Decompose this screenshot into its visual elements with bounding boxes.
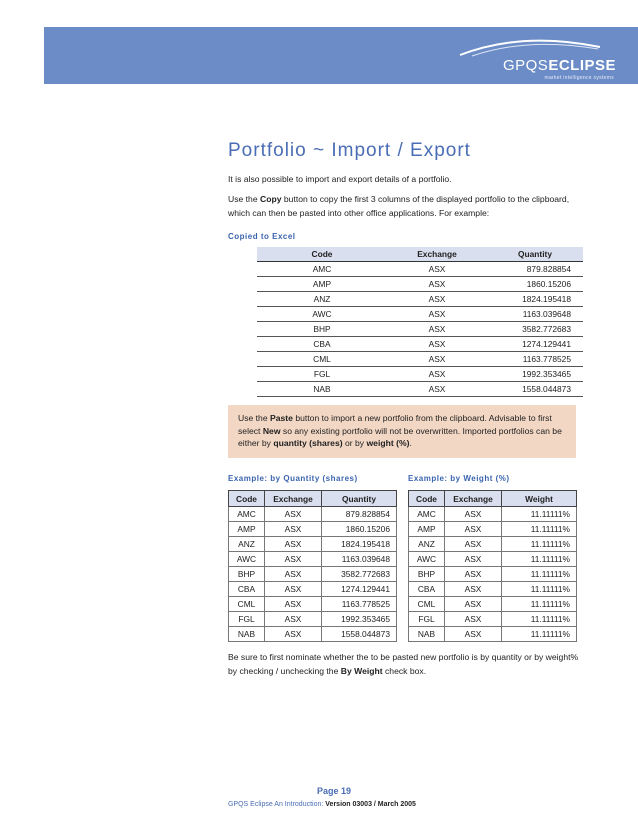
table-row <box>257 382 583 397</box>
table-cell: NAB <box>409 627 445 642</box>
table-row <box>229 567 397 582</box>
table-cell: AMC <box>257 262 387 277</box>
table-cell: ASX <box>265 627 322 642</box>
table-cell: 1163.778525 <box>487 352 583 367</box>
table-cell: ASX <box>445 567 502 582</box>
table-cell: CML <box>229 597 265 612</box>
table-cell: ASX <box>445 582 502 597</box>
table-cell: BHP <box>257 322 387 337</box>
table-cell: ASX <box>445 507 502 522</box>
logo-wordmark: GPQSECLIPSE <box>502 57 616 74</box>
column-header: Quantity <box>487 247 583 262</box>
table-cell: AWC <box>229 552 265 567</box>
table-cell: 1163.039648 <box>322 552 397 567</box>
table-cell: 11.11111% <box>502 627 577 642</box>
column-header: Code <box>257 247 387 262</box>
column-header: Code <box>409 491 445 507</box>
paste-note-box <box>228 405 576 458</box>
table-row <box>257 262 583 277</box>
table-row <box>257 352 583 367</box>
table-cell: CML <box>409 597 445 612</box>
table-cell: ASX <box>265 597 322 612</box>
table-row <box>229 627 397 642</box>
table-cell: ASX <box>387 277 487 292</box>
column-header: Exchange <box>445 491 502 507</box>
quantity-table-body <box>229 507 397 642</box>
table-row <box>257 277 583 292</box>
excel-table-body <box>257 262 583 397</box>
table-cell: BHP <box>409 567 445 582</box>
table-cell: 1558.044873 <box>487 382 583 397</box>
footer-title: GPQS Eclipse An Introduction: Version 03003 / March 2005 <box>228 801 416 808</box>
table-cell: 3582.772683 <box>322 567 397 582</box>
table-cell: 1274.129441 <box>487 337 583 352</box>
table-cell: ASX <box>387 262 487 277</box>
table-cell: ASX <box>387 382 487 397</box>
table-cell: AWC <box>409 552 445 567</box>
table-cell: ASX <box>265 522 322 537</box>
table-row <box>409 537 577 552</box>
table-row <box>409 567 577 582</box>
table-cell: 11.11111% <box>502 537 577 552</box>
header-banner <box>44 27 638 84</box>
table-cell: ASX <box>265 582 322 597</box>
table-cell: ASX <box>387 322 487 337</box>
table-row <box>257 367 583 382</box>
table-row <box>409 612 577 627</box>
table-cell: ASX <box>445 612 502 627</box>
excel-table-header <box>257 247 583 262</box>
main-content <box>228 140 583 397</box>
page-number: Page 19 <box>317 786 352 796</box>
table-cell: 879.828854 <box>487 262 583 277</box>
table-cell: ASX <box>387 352 487 367</box>
table-cell: ASX <box>265 537 322 552</box>
table-cell: CBA <box>229 582 265 597</box>
table-cell: 1274.129441 <box>322 582 397 597</box>
table-row <box>257 337 583 352</box>
example-quantity-heading: Example: by Quantity (shares) <box>228 474 358 483</box>
table-cell: 3582.772683 <box>487 322 583 337</box>
table-cell: 11.11111% <box>502 612 577 627</box>
column-header: Exchange <box>265 491 322 507</box>
logo-arc-icon <box>452 35 602 57</box>
column-header: Quantity <box>322 491 397 507</box>
table-cell: 11.11111% <box>502 507 577 522</box>
weight-table-body <box>409 507 577 642</box>
weight-table-header <box>409 491 577 507</box>
table-cell: ASX <box>445 522 502 537</box>
table-row <box>229 612 397 627</box>
column-header: Code <box>229 491 265 507</box>
table-cell: 1163.778525 <box>322 597 397 612</box>
column-header: Weight <box>502 491 577 507</box>
table-cell: ASX <box>445 597 502 612</box>
table-cell: CBA <box>257 337 387 352</box>
table-cell: 879.828854 <box>322 507 397 522</box>
table-cell: 1558.044873 <box>322 627 397 642</box>
table-row <box>409 627 577 642</box>
table-cell: ASX <box>265 612 322 627</box>
table-row <box>409 552 577 567</box>
table-row <box>229 537 397 552</box>
table-row <box>229 582 397 597</box>
table-cell: ASX <box>445 627 502 642</box>
table-row <box>257 307 583 322</box>
table-cell: ASX <box>387 337 487 352</box>
table-cell: ASX <box>387 367 487 382</box>
copy-paragraph: Use the Copy button to copy the first 3 columns of the displayed portfolio to the clipboard, which can then be pasted into other office applications. For example: <box>228 194 570 218</box>
excel-table <box>257 247 583 397</box>
column-header: Exchange <box>387 247 487 262</box>
table-cell: AMP <box>257 277 387 292</box>
table-row <box>229 552 397 567</box>
table-cell: FGL <box>257 367 387 382</box>
table-row <box>409 597 577 612</box>
table-cell: ANZ <box>257 292 387 307</box>
table-cell: BHP <box>229 567 265 582</box>
weight-table <box>408 490 577 642</box>
by-weight-paragraph: Be sure to first nominate whether the to be pasted new portfolio is by quantity or by weight% by checking / unchecking the By Weight check box. <box>228 652 579 676</box>
logo-tagline: market intelligence systems <box>544 75 614 81</box>
table-cell: CML <box>257 352 387 367</box>
table-cell: AMC <box>229 507 265 522</box>
table-row <box>257 322 583 337</box>
example-weight-heading: Example: by Weight (%) <box>408 474 510 483</box>
table-cell: ASX <box>445 537 502 552</box>
paste-note-text: Use the Paste button to import a new portfolio from the clipboard. Advisable to first select New so any existing portfolio will not be overwritten. Imported portfolios can be either by quantity (shares) or by weight (%). <box>238 413 562 448</box>
table-cell: FGL <box>229 612 265 627</box>
gpqs-eclipse-logo <box>446 35 616 79</box>
table-cell: ASX <box>265 552 322 567</box>
quantity-table <box>228 490 397 642</box>
table-cell: ASX <box>265 507 322 522</box>
table-row <box>229 522 397 537</box>
table-cell: 1824.195418 <box>322 537 397 552</box>
table-cell: 11.11111% <box>502 597 577 612</box>
table-cell: ASX <box>387 307 487 322</box>
table-cell: 11.11111% <box>502 522 577 537</box>
table-cell: 11.11111% <box>502 552 577 567</box>
table-cell: AWC <box>257 307 387 322</box>
table-cell: 1992.353465 <box>487 367 583 382</box>
table-cell: 1163.039648 <box>487 307 583 322</box>
table-cell: ASX <box>387 292 487 307</box>
table-cell: 1860.15206 <box>487 277 583 292</box>
quantity-table-header <box>229 491 397 507</box>
table-cell: NAB <box>229 627 265 642</box>
table-cell: ANZ <box>229 537 265 552</box>
table-cell: AMP <box>409 522 445 537</box>
table-row <box>409 582 577 597</box>
table-row <box>229 507 397 522</box>
table-cell: 11.11111% <box>502 567 577 582</box>
table-row <box>409 522 577 537</box>
table-row <box>409 507 577 522</box>
table-cell: ASX <box>445 552 502 567</box>
table-cell: ASX <box>265 567 322 582</box>
table-cell: NAB <box>257 382 387 397</box>
table-cell: AMC <box>409 507 445 522</box>
table-cell: CBA <box>409 582 445 597</box>
table-cell: AMP <box>229 522 265 537</box>
table-cell: ANZ <box>409 537 445 552</box>
table-cell: 1824.195418 <box>487 292 583 307</box>
table-cell: 1860.15206 <box>322 522 397 537</box>
copied-to-excel-heading: Copied to Excel <box>228 232 296 241</box>
table-cell: 11.11111% <box>502 582 577 597</box>
page-title: Portfolio ~ Import / Export <box>228 140 471 161</box>
intro-paragraph: It is also possible to import and export details of a portfolio. <box>228 174 452 184</box>
table-cell: FGL <box>409 612 445 627</box>
table-row <box>229 597 397 612</box>
table-row <box>257 292 583 307</box>
table-cell: 1992.353465 <box>322 612 397 627</box>
